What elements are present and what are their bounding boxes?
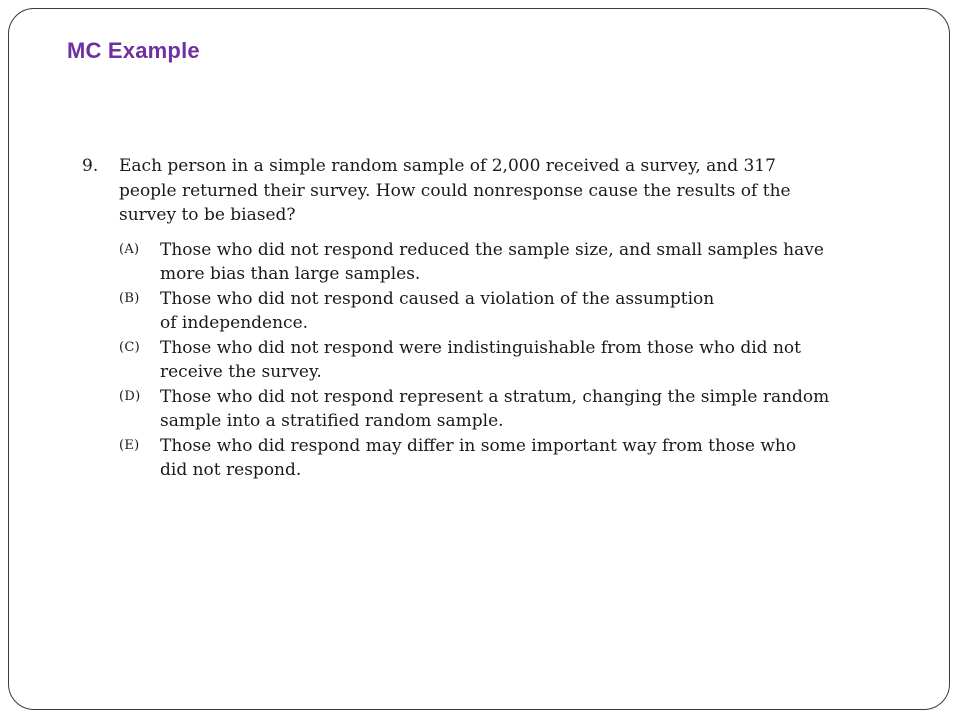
option-text xyxy=(160,385,842,434)
option-letter: (C) xyxy=(119,339,140,355)
option-a xyxy=(119,238,842,287)
option-line: sample into a stratified random sample. xyxy=(160,411,504,431)
answer-options xyxy=(119,238,842,483)
option-letter: (D) xyxy=(119,388,141,404)
option-d xyxy=(119,385,842,434)
option-line: Those who did not respond reduced the sample size, and small samples have xyxy=(160,239,824,260)
option-line: more bias than large samples. xyxy=(160,264,421,284)
stem-line: people returned their survey. How could nonresponse cause the results of the xyxy=(119,180,791,201)
option-line: receive the survey. xyxy=(160,362,322,382)
option-line: of independence. xyxy=(160,313,309,333)
option-b xyxy=(119,287,842,336)
question-number: 9. xyxy=(82,156,99,176)
question-stem-text xyxy=(119,154,842,228)
option-line: Those who did not respond were indistinguishable from those who did not xyxy=(160,337,801,358)
option-line: Those who did respond may differ in some important way from those who xyxy=(160,435,797,456)
option-line: Those who did not respond represent a stratum, changing the simple random xyxy=(160,386,830,407)
option-text xyxy=(160,238,842,287)
option-line: did not respond. xyxy=(160,460,302,480)
option-text xyxy=(160,434,842,483)
question-block xyxy=(82,154,842,483)
option-letter: (A) xyxy=(119,241,140,257)
option-letter: (B) xyxy=(119,290,140,306)
option-text xyxy=(160,287,842,336)
stem-line: Each person in a simple random sample of 2,000 received a survey, and 317 xyxy=(119,156,776,176)
option-e xyxy=(119,434,842,483)
slide-title: MC Example xyxy=(67,38,200,63)
option-c xyxy=(119,336,842,385)
question-stem xyxy=(82,154,842,228)
option-letter: (E) xyxy=(119,437,140,453)
option-text xyxy=(160,336,842,385)
stem-line: survey to be biased? xyxy=(119,205,296,225)
option-line: Those who did not respond caused a violation of the assumption xyxy=(160,288,715,309)
